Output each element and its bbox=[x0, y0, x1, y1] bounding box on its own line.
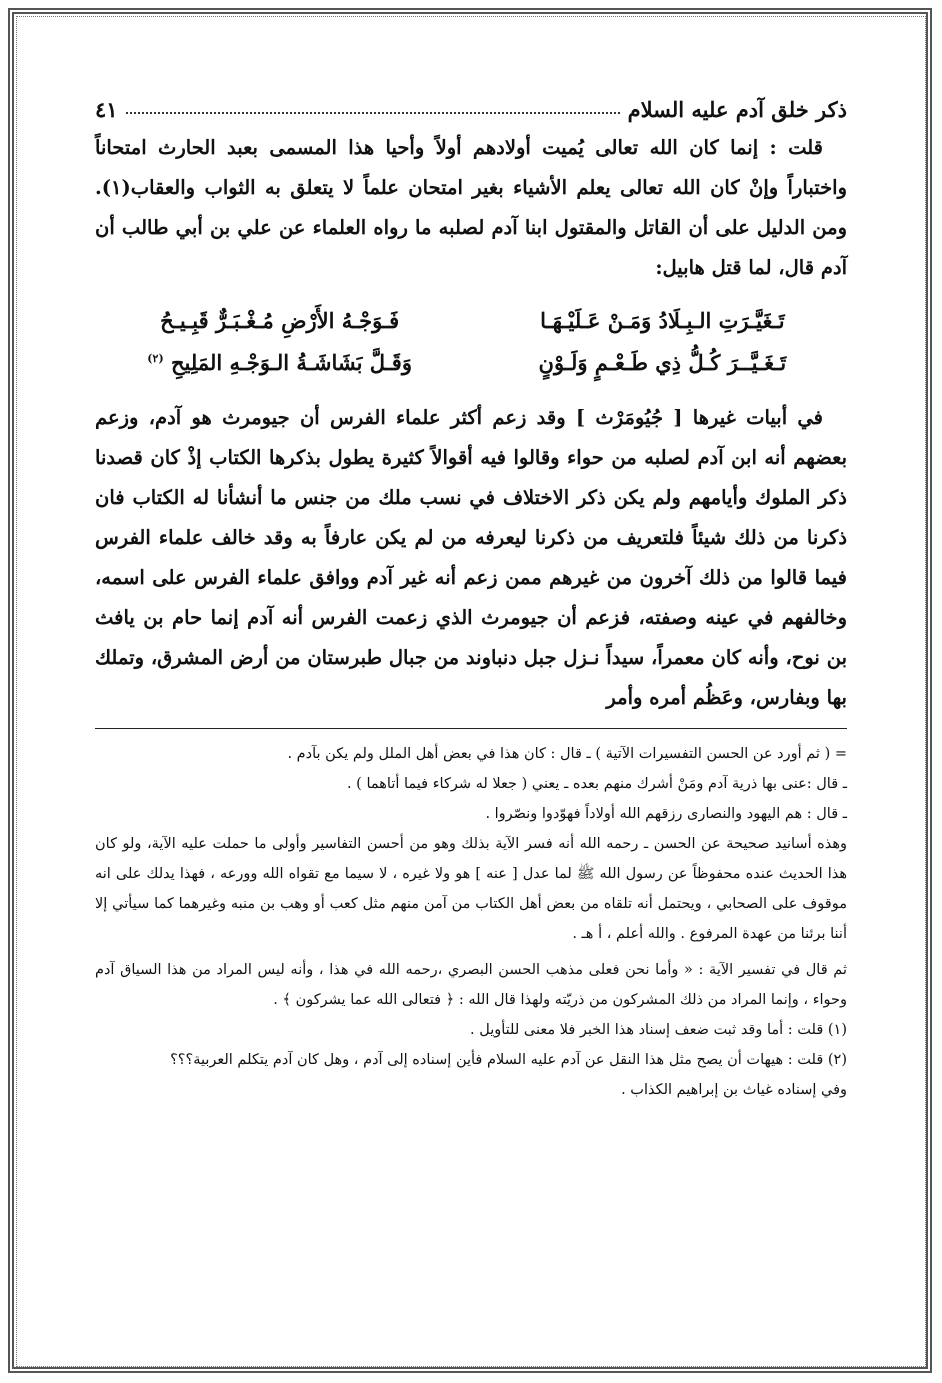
note-continued-1: = ( ثم أورد عن الحسن التفسيرات الآتية ) ـ قال : كان هذا في بعض أهل الملل ولم يكن بآدم . bbox=[287, 746, 847, 762]
poem-verses bbox=[95, 300, 847, 384]
page-number: ٤١ bbox=[95, 97, 118, 122]
verse-1-second-half: فَـوَجْـهُ الأَرْضِ مُـغْـبَـرٌّ قَبِـيـحُ bbox=[160, 308, 400, 333]
header-dot-leader bbox=[126, 112, 620, 114]
main-text bbox=[95, 128, 847, 718]
verse-line-1 bbox=[95, 300, 847, 342]
verse-1-first-half: تَـغَيَّـرَتِ الـبِـلَادُ وَمَـنْ عَـلَيْـهَـا bbox=[540, 308, 785, 333]
paragraph-2: في أبيات غيرها [ جُيُومَرْث ] وقد زعم أكثر علماء الفرس أن جيومرث هو آدم، وزعم بعضهم أنه ابن آدم لصلبه من حواء وقالوا فيه أقوالاً كثيرة يطول بذكرها الكتاب إذْ كان قصدنا ذكر الملوك وأيامهم ولم يكن ذكر الاختلاف في نسب ملك من جنس ما أنشأنا له الكتاب فان ذكرنا من ذلك شيئاً فلتعريف من ذكرنا ليعرفه من لم يكن عارفاً به وقد خالف علماء الفرس فيما قالوا من ذلك آخرون من غيرهم ممن زعم أنه غير آدم ووافق علماء الفرس على اسمه، وخالفهم في عينه وصفته، فزعم أن جيومرث الذي زعمت الفرس أنه آدم إنما حام بن يافث بن نوح، وأنه كان معمراً، سيداً نـزل جبل دنباوند من جبال طبرستان من أرض المشرق، وتملك بها وبفارس، وعَظُم أمره وأمر bbox=[95, 406, 847, 709]
paragraph-1: قلت : إنما كان الله تعالى يُميت أولادهم أولاً وأحيا هذا المسمى بعبد الحارث امتحاناً واختباراً وإنْ كان الله تعالى يعلم الأشياء بغير امتحان علماً لا يتعلق به الثواب والعقاب(١). ومن الدليل على أن القاتل والمقتول ابنا آدم لصلبه ما رواه العلماء عن علي بن أبي طالب أن آدم قال، لما قتل هابيل: bbox=[95, 136, 847, 279]
note-continued-3: ـ قال : هم اليهود والنصارى رزقهم الله أولاداً فهوّدوا ونصّروا . bbox=[485, 806, 847, 822]
verse-2-second-half: وَقَـلَّ بَشَاشَـةُ الـوَجْـهِ المَلِيحِ bbox=[170, 350, 412, 375]
verse-line-2 bbox=[95, 342, 847, 384]
footnote-2: (٢) قلت : هيهات أن يصح مثل هذا النقل عن آدم عليه السلام فأين إسناده إلى آدم ، وهل كان آدم يتكلم العربية؟؟؟ bbox=[170, 1052, 847, 1068]
running-header bbox=[95, 82, 847, 122]
footnote-marker-2: (٢) bbox=[147, 352, 164, 365]
footnote-separator bbox=[95, 728, 847, 729]
chapter-title: ذكر خلق آدم عليه السلام bbox=[627, 97, 847, 122]
book-page bbox=[95, 82, 847, 1332]
footnote-1: (١) قلت : أما وقد ثبت ضعف إسناد هذا الخبر فلا معنى للتأويل . bbox=[470, 1022, 847, 1038]
verse-2-second-half-wrap bbox=[103, 342, 456, 384]
footnotes bbox=[95, 739, 847, 1105]
verse-2-first-half: تَـغَـيَّــرَ كُـلُّ ذِي طَـعْـمٍ وَلَـوْنٍ bbox=[538, 350, 787, 375]
note-continued-5: ثم قال في تفسير الآية : « وأما نحن فعلى مذهب الحسن البصري ،رحمه الله في هذا ، وأنه ليس المراد من هذا السياق آدم وحواء ، وإنما المراد من ذلك المشركون من ذريّته ولهذا قال الله : ﴿ فتعالى الله عما يشركون ﴾ . bbox=[95, 962, 847, 1008]
footnote-2-source: وفي إسناده غياث بن إبراهيم الكذاب . bbox=[621, 1082, 847, 1098]
note-continued-2: ـ قال :عنى بها ذرية آدم ومَنْ أشرك منهم بعده ـ يعني ( جعلا له شركاء فيما أتاهما ) . bbox=[346, 776, 847, 792]
note-continued-4: وهذه أسانيد صحيحة عن الحسن ـ رحمه الله أنه فسر الآية بذلك وهو من أحسن التفاسير وأولى ما حملت عليه الآية، ولو كان هذا الحديث عنده محفوظاً عن رسول الله ﷺ لما عدل [ عنه ] هو ولا غيره ، لا سيما مع تقواه الله وورعه ، فهذا يدلك على انه موقوف على الصحابي ، ويحتمل أنه تلقاه من بعض أهل الكتاب من آمن منهم مثل كعب أو وهب بن منبه وغيرهما كما سيأتي إلا أننا برئنا من عهدة المرفوع . والله أعلم ، أ هـ . bbox=[95, 836, 847, 942]
